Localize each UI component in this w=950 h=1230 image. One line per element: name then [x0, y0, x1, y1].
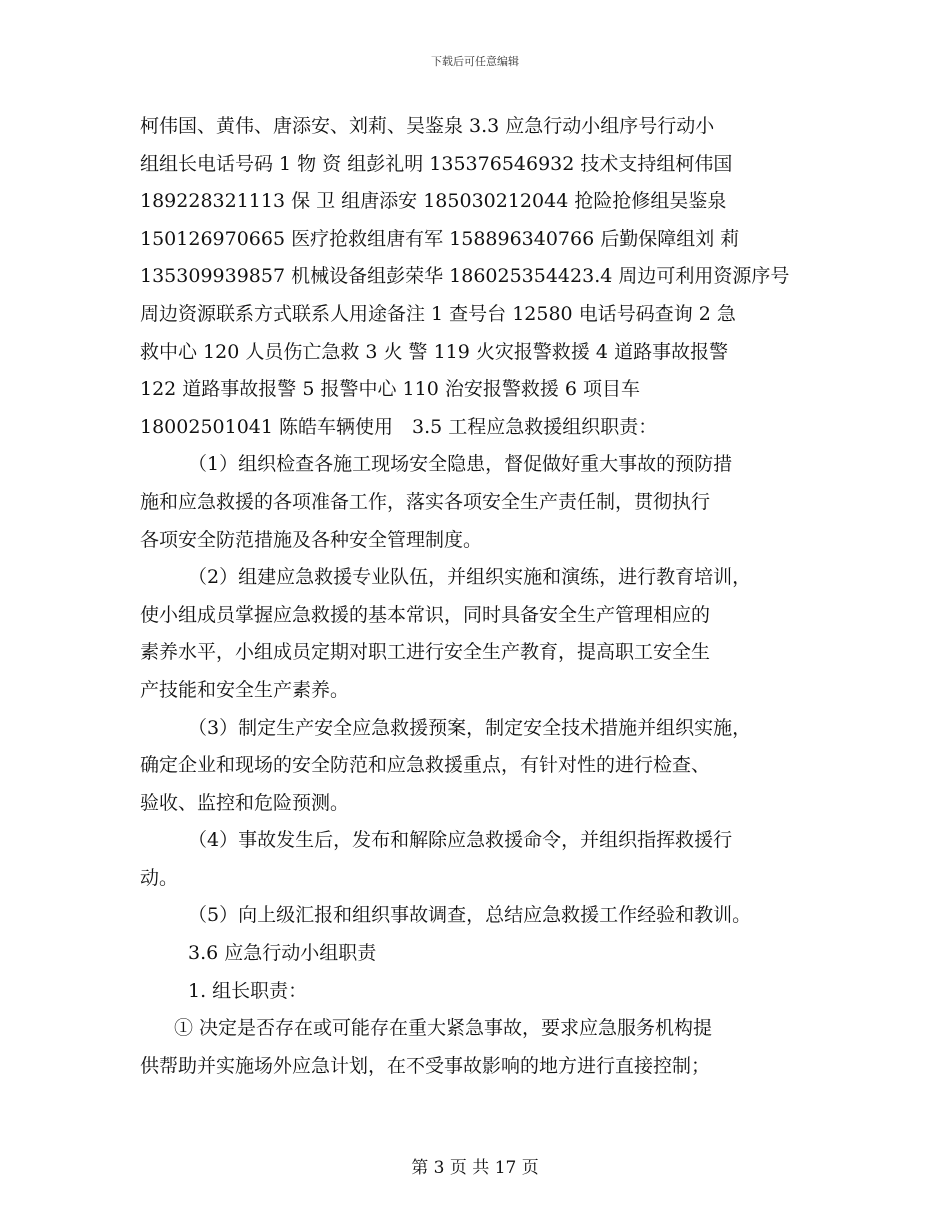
- text-line: 组组长电话号码 1 物 资 组彭礼明 135376546932 技术支持组柯伟国: [140, 152, 733, 175]
- page-header: 下载后可任意编辑: [431, 55, 519, 68]
- paragraph-5: （5）向上级汇报和组织事故调查，总结应急救援工作经验和教训。: [188, 904, 752, 927]
- text-line: 189228321113 保 卫 组唐添安 185030212044 抢险抢修组吴鉴泉: [140, 190, 727, 213]
- list-item-start: ① 决定是否存在或可能存在重大紧急事故，要求应急服务机构提: [174, 1017, 713, 1040]
- subsection-heading: 1. 组长职责：: [188, 979, 308, 1002]
- paragraph-2-start: （2）组建应急救援专业队伍，并组织实施和演练，进行教育培训，: [188, 566, 752, 589]
- paragraph-1-start: （1）组织检查各施工现场安全隐患，督促做好重大事故的预防措: [188, 453, 733, 476]
- text-line: 柯伟国、黄伟、唐添安、刘莉、吴鉴泉 3.3 应急行动小组序号行动小: [140, 115, 715, 137]
- document-body: [140, 108, 820, 1085]
- text-line: 动。: [140, 866, 179, 889]
- paragraph-4-start: （4）事故发生后，发布和解除应急救援命令，并组织指挥救援行: [188, 829, 733, 852]
- text-line: 素养水平，小组成员定期对职工进行安全生产教育，提高职工安全生: [140, 641, 711, 664]
- section-heading: 3.6 应急行动小组职责: [188, 942, 377, 965]
- paragraph-3-start: （3）制定生产安全应急救援预案，制定安全技术措施并组织实施，: [188, 716, 752, 739]
- text-line: 135309939857 机械设备组彭荣华 186025354423.4 周边可利用资源序号: [140, 265, 790, 288]
- page-footer: 第 3 页 共 17 页: [411, 1158, 539, 1178]
- text-line: 使小组成员掌握应急救援的基本常识，同时具备安全生产管理相应的: [140, 603, 711, 626]
- text-line: 150126970665 医疗抢救组唐有军 158896340766 后勤保障组刘 莉: [140, 227, 740, 250]
- text-line: 救中心 120 人员伤亡急救 3 火 警 119 火灾报警救援 4 道路事故报警: [140, 340, 729, 363]
- text-line: 各项安全防范措施及各种安全管理制度。: [140, 528, 483, 551]
- text-line: 施和应急救援的各项准备工作，落实各项安全生产责任制，贯彻执行: [140, 490, 711, 513]
- text-line: 周边资源联系方式联系人用途备注 1 查号台 12580 电话号码查询 2 急: [140, 302, 736, 325]
- text-line: 确定企业和现场的安全防范和应急救援重点，有针对性的进行检查、: [140, 754, 711, 777]
- text-line: 供帮助并实施场外应急计划，在不受事故影响的地方进行直接控制；: [140, 1054, 711, 1077]
- text-line: 产技能和安全生产素养。: [140, 678, 350, 701]
- text-line: 122 道路事故报警 5 报警中心 110 治安报警救援 6 项目车: [140, 378, 640, 401]
- text-line: 18002501041 陈皓车辆使用 3.5 工程应急救援组织职责：: [140, 415, 658, 438]
- text-line: 验收、监控和危险预测。: [140, 791, 350, 814]
